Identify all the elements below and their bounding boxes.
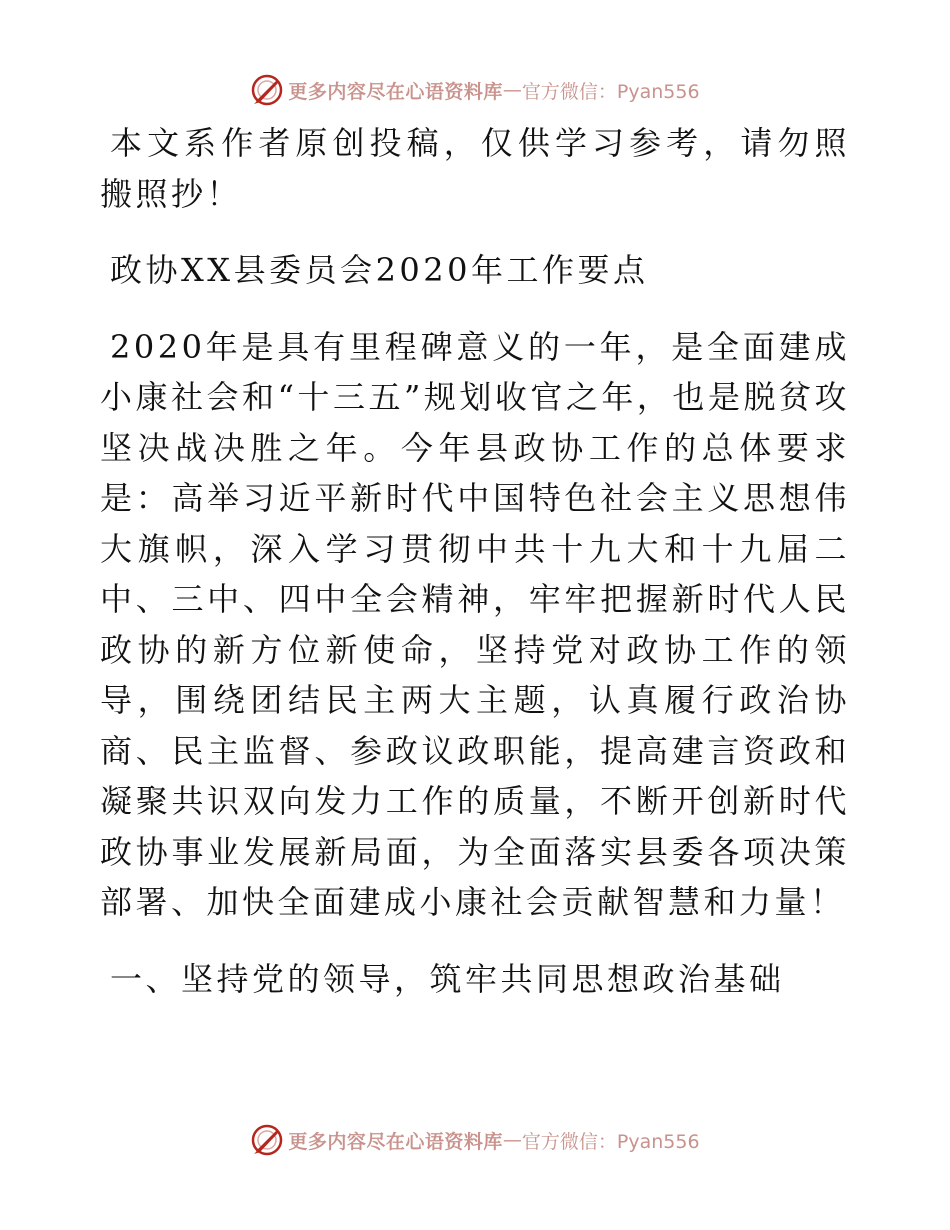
footer-watermark-separator: —	[502, 1129, 522, 1151]
footer-watermark-wechat: 官方微信：Pyan556	[521, 1130, 700, 1153]
footer-watermark	[0, 1120, 950, 1160]
intro-paragraph: 2020年是具有里程碑意义的一年，是全面建成小康社会和“十三五”规划收官之年，也是脱贫攻坚决战决胜之年。今年县政协工作的总体要求是：高举习近平新时代中国特色社会主义思想伟大旗帜，深入学习贯彻中共十九大和十九届二中、三中、四中全会精神，牢牢把握新时代人民政协的新方位新使命，坚持党对政协工作的领导，围绕团结民主两大主题，认真履行政治协商、民主监督、参政议政职能，提高建言资政和凝聚共识双向发力工作的质量，不断开创新时代政协事业发展新局面，为全面落实县委各项决策部署、加快全面建成小康社会贡献智慧和力量！	[100, 327, 850, 921]
header-watermark	[0, 70, 950, 110]
header-watermark-separator: —	[502, 79, 522, 101]
brand-logo-icon	[250, 1123, 284, 1157]
brand-logo-icon	[250, 73, 284, 107]
header-watermark-text: 更多内容尽在心语资料库	[288, 80, 503, 103]
footer-watermark-text: 更多内容尽在心语资料库	[288, 1130, 503, 1153]
copyright-notice: 本文系作者原创投稿，仅供学习参考，请勿照搬照抄！	[100, 124, 850, 213]
document-body	[100, 118, 850, 1004]
header-watermark-wechat: 官方微信：Pyan556	[521, 80, 700, 103]
section-heading-1: 一、坚持党的领导，筑牢共同思想政治基础	[110, 959, 785, 998]
document-title: 政协XX县委员会2020年工作要点	[110, 251, 649, 289]
